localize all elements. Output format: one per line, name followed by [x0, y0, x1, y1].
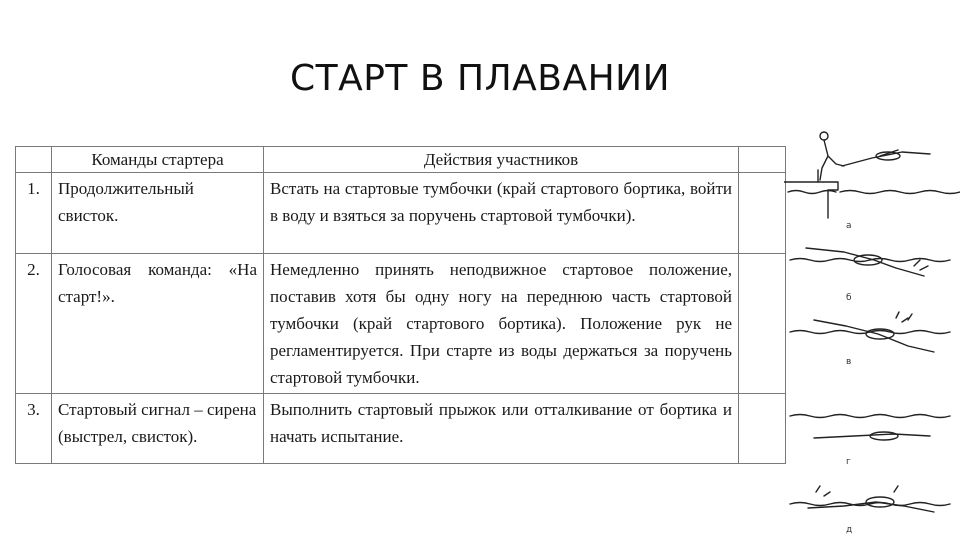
header-extra [739, 147, 786, 173]
figure-letter-d: д [846, 525, 853, 535]
table-row [16, 394, 786, 464]
empty-cell [739, 254, 786, 394]
phase-g-glide-figure [790, 415, 950, 441]
starter-command: Продолжительный свисток. [52, 173, 264, 254]
header-number [16, 147, 52, 173]
table-header-row [16, 147, 786, 173]
figure-letter-g: г [846, 457, 851, 467]
starter-command: Стартовый сигнал – сирена (выстрел, свисток). [52, 394, 264, 464]
swimming-start-phases-figure [784, 120, 960, 540]
empty-cell [739, 173, 786, 254]
empty-cell [739, 394, 786, 464]
participant-action: Выполнить стартовый прыжок или отталкивание от бортика и начать испытание. [264, 394, 739, 464]
starter-command: Голосовая команда: «На старт!». [52, 254, 264, 394]
header-starter-commands: Команды стартера [52, 147, 264, 173]
figure-letter-b: б [846, 293, 852, 303]
participant-action: Немедленно принять неподвижное стартовое положение, поставив хотя бы одну ногу на переднюю часть стартовой тумбочки (край стартового бортика). Положение рук не регламентируется. При старте из воды держаться за поручень стартовой тумбочки. [264, 254, 739, 394]
row-number: 3. [16, 394, 52, 464]
phase-a-dive-figure [784, 132, 960, 218]
table-row [16, 254, 786, 394]
phase-d-surfacing-figure [790, 486, 950, 512]
row-number: 2. [16, 254, 52, 394]
phase-v-entry-figure [790, 312, 950, 352]
figure-letter-v: в [846, 357, 852, 367]
row-number: 1. [16, 173, 52, 254]
start-rules-table [15, 146, 786, 464]
figure-letter-a: а [846, 221, 852, 231]
participant-action: Встать на стартовые тумбочки (край стартового бортика, войти в воду и взяться за поручень стартовой тумбочки). [264, 173, 739, 254]
header-participant-actions: Действия участников [264, 147, 739, 173]
table-row [16, 173, 786, 254]
phase-b-flight-figure [790, 248, 950, 276]
swimming-start-illustration [784, 120, 960, 540]
page-title: СТАРТ В ПЛАВАНИИ [289, 58, 671, 99]
